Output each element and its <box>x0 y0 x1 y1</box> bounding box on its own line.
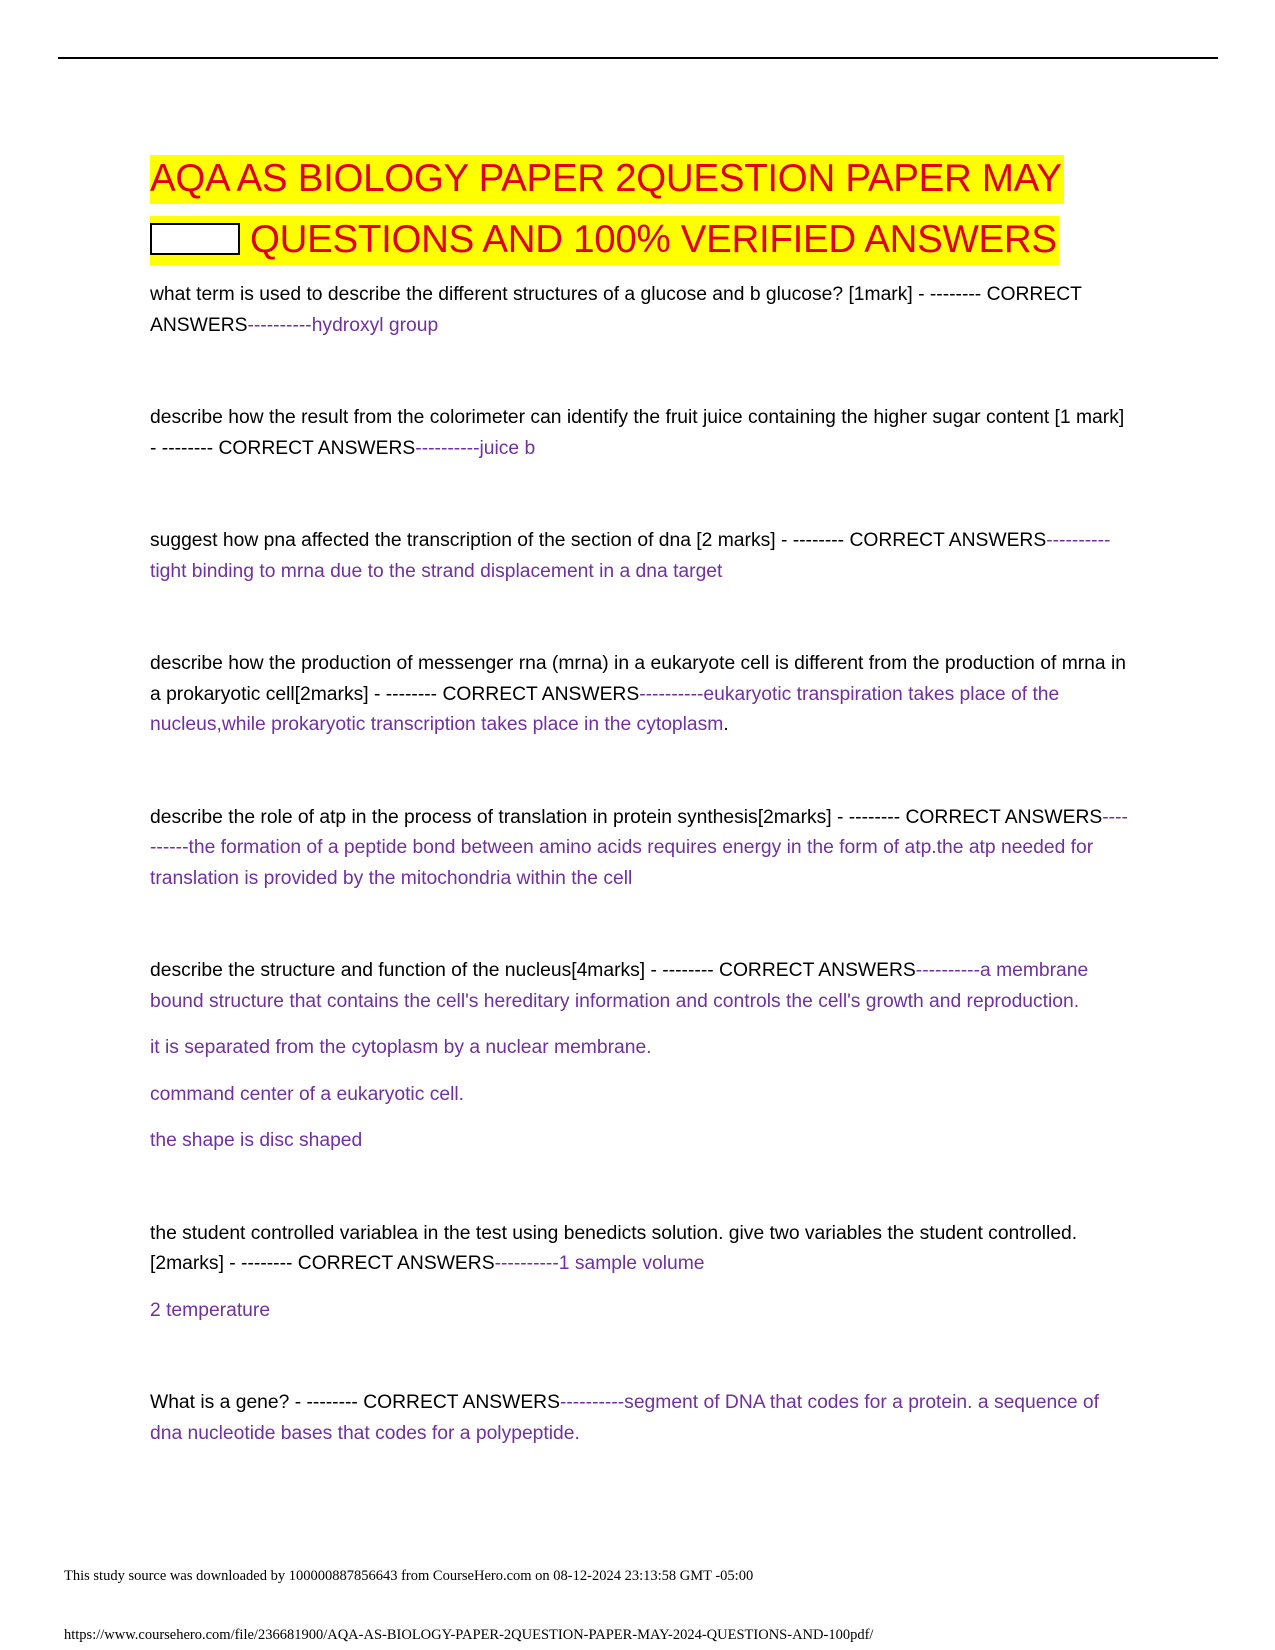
qa-item-1 <box>150 280 1130 341</box>
question-text: describe the structure and function of the nucleus[4marks] - -------- CORRECT ANSWERS <box>150 960 916 981</box>
question-text: the student controlled variablea in the test using benedicts solution. give two variables the student controlled.[2marks] - -------- CORRECT ANSWERS <box>150 1222 1078 1274</box>
answer-text: ----------a membrane bound structure that contains the cell's hereditary information and controls the cell's growth and reproduction. <box>150 960 1089 1012</box>
answer-text: ----------juice b <box>415 437 536 459</box>
qa-item-5 <box>150 803 1130 895</box>
qa-item-3 <box>150 526 1130 587</box>
answer-suffix: . <box>723 714 729 735</box>
answer-text: ----------eukaryotic transpiration takes place of the nucleus,while prokaryotic transcription takes place in the cytoplasm <box>150 683 1060 735</box>
qa-paragraph <box>150 649 1130 741</box>
answer-text: ----------1 sample volume <box>494 1253 705 1274</box>
qa-paragraph <box>150 403 1130 464</box>
question-text: suggest how pna affected the transcription of the section of dna [2 marks] - -------- CORRECT ANSWERS <box>150 530 1047 551</box>
qa-paragraph <box>150 1219 1130 1280</box>
answer-extra-line: the shape is disc shaped <box>150 1130 363 1151</box>
qa-item-2 <box>150 403 1130 464</box>
qa-paragraph <box>150 280 1130 341</box>
answer-extra-line: 2 temperature <box>150 1299 271 1321</box>
title-highlight <box>150 155 1064 265</box>
question-text: what term is used to describe the different structures of a glucose and b glucose? [1mark] - -------- CORRECT ANSWERS <box>150 284 1082 336</box>
qa-paragraph <box>150 956 1130 1017</box>
top-rule <box>58 57 1218 59</box>
source-url: https://www.coursehero.com/file/236681900/AQA-AS-BIOLOGY-PAPER-2QUESTION-PAPER-MAY-2024-QUESTIONS-AND-100pdf/ <box>64 1627 874 1643</box>
question-text: describe how the result from the colorimeter can identify the fruit juice containing the higher sugar content [1 mark] - -------- CORRECT ANSWERS <box>150 407 1125 459</box>
question-text: describe how the production of messenger rna (mrna) in a eukaryote cell is different from the production of mrna in a prokaryotic cell[2marks] - -------- CORRECT ANSWERS <box>150 653 1126 705</box>
qa-item-6 <box>150 956 1130 1157</box>
qa-paragraph <box>150 803 1130 895</box>
qa-item-8 <box>150 1388 1130 1449</box>
qa-item-7 <box>150 1219 1130 1327</box>
redacted-year-box <box>150 223 240 255</box>
qa-paragraph <box>150 526 1130 587</box>
answer-extra-line: command center of a eukaryotic cell. <box>150 1083 464 1105</box>
download-notice: This study source was downloaded by 100000887856643 from CourseHero.com on 08-12-2024 23:13:58 GMT -05:00 <box>64 1568 754 1584</box>
answer-text: ----------tight binding to mrna due to the strand displacement in a dna target <box>150 530 1111 582</box>
qa-item-4 <box>150 649 1130 741</box>
answer-text: ----------the formation of a peptide bond between amino acids requires energy in the form of atp.the atp needed for translation is provided by the mitochondria within the cell <box>150 806 1128 889</box>
document-title <box>150 148 1130 270</box>
qa-paragraph <box>150 1388 1130 1449</box>
question-text: What is a gene? - -------- CORRECT ANSWERS <box>150 1392 560 1413</box>
title-line-2: QUESTIONS AND 100% VERIFIED ANSWERS <box>250 218 1057 261</box>
question-text: describe the role of atp in the process of translation in protein synthesis[2marks] - -------- CORRECT ANSWERS <box>150 806 1103 828</box>
title-line-1: AQA AS BIOLOGY PAPER 2QUESTION PAPER MAY <box>150 157 1062 200</box>
answer-extra-line: it is separated from the cytoplasm by a nuclear membrane. <box>150 1037 652 1058</box>
answer-text: ----------hydroxyl group <box>247 314 439 336</box>
document-body <box>150 148 1130 1449</box>
answer-text: ----------segment of DNA that codes for a protein. a sequence of dna nucleotide bases that codes for a polypeptide. <box>150 1392 1099 1444</box>
